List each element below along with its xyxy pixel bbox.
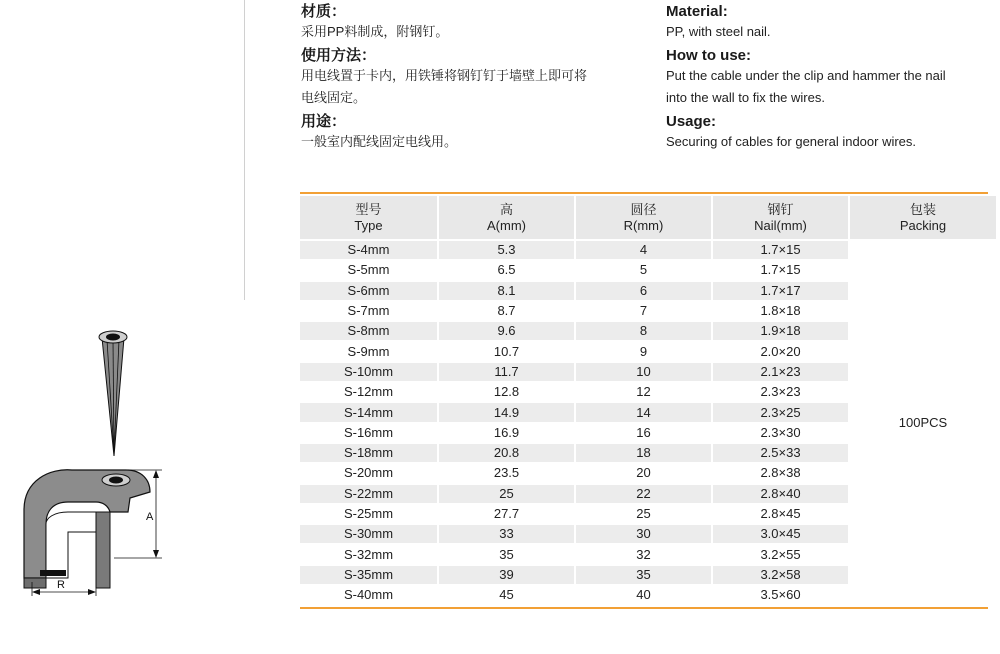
cell-nail: 3.5×60 <box>713 586 848 604</box>
cell-height: 20.8 <box>439 444 574 462</box>
cell-radius: 25 <box>576 505 711 523</box>
en-material-text: PP, with steel nail. <box>666 24 771 39</box>
cell-type: S-35mm <box>300 566 437 584</box>
cell-height: 6.5 <box>439 261 574 279</box>
cell-nail: 3.2×55 <box>713 545 848 563</box>
cell-height: 10.7 <box>439 342 574 360</box>
cell-type: S-14mm <box>300 403 437 421</box>
cn-usage-heading: 用途： <box>301 113 347 130</box>
cell-type: S-9mm <box>300 342 437 360</box>
cell-radius: 40 <box>576 586 711 604</box>
cell-type: S-8mm <box>300 322 437 340</box>
cell-radius: 8 <box>576 322 711 340</box>
cn-howto-text-1: 用电线置于卡内，用铁锤将钢钉钉于墙壁上即可将 <box>301 68 588 83</box>
cell-radius: 4 <box>576 241 711 259</box>
cell-height: 12.8 <box>439 383 574 401</box>
header-packing: 包装 Packing <box>850 196 996 239</box>
cell-nail: 2.5×33 <box>713 444 848 462</box>
cell-radius: 5 <box>576 261 711 279</box>
cell-height: 8.7 <box>439 302 574 320</box>
en-howto-text-2: into the wall to fix the wires. <box>666 90 825 105</box>
cn-usage-text: 一般室内配线固定电线用。 <box>301 134 458 149</box>
cell-height: 45 <box>439 586 574 604</box>
header-radius: 圆径 R(mm) <box>576 196 711 239</box>
cell-nail: 3.0×45 <box>713 525 848 543</box>
table-header-row <box>300 196 996 239</box>
steel-nail-icon <box>99 331 127 456</box>
cell-nail: 2.8×45 <box>713 505 848 523</box>
cell-nail: 1.7×15 <box>713 261 848 279</box>
cable-clip-icon <box>24 470 150 588</box>
cell-nail: 2.1×23 <box>713 363 848 381</box>
cell-radius: 32 <box>576 545 711 563</box>
cell-radius: 22 <box>576 485 711 503</box>
cell-type: S-32mm <box>300 545 437 563</box>
cell-radius: 6 <box>576 282 711 300</box>
header-type: 型号 Type <box>300 196 437 239</box>
cell-type: S-6mm <box>300 282 437 300</box>
cell-radius: 9 <box>576 342 711 360</box>
cn-material-text: 采用PP料制成，附钢钉。 <box>301 24 449 39</box>
cell-height: 5.3 <box>439 241 574 259</box>
spec-table-wrapper <box>300 192 988 609</box>
cell-type: S-30mm <box>300 525 437 543</box>
cell-nail: 2.8×38 <box>713 464 848 482</box>
cell-radius: 10 <box>576 363 711 381</box>
cell-radius: 12 <box>576 383 711 401</box>
cell-type: S-5mm <box>300 261 437 279</box>
en-usage-heading: Usage: <box>666 113 717 130</box>
cell-packing: 100PCS <box>850 241 996 604</box>
en-howto-text-1: Put the cable under the clip and hammer the nail <box>666 68 946 83</box>
label-a: A <box>146 511 154 523</box>
cn-material-heading: 材质： <box>301 3 347 20</box>
spec-table <box>298 194 998 606</box>
cell-height: 11.7 <box>439 363 574 381</box>
cell-type: S-18mm <box>300 444 437 462</box>
cell-nail: 2.0×20 <box>713 342 848 360</box>
cell-radius: 18 <box>576 444 711 462</box>
cell-height: 33 <box>439 525 574 543</box>
cell-nail: 1.8×18 <box>713 302 848 320</box>
cell-nail: 1.7×15 <box>713 241 848 259</box>
cell-radius: 35 <box>576 566 711 584</box>
en-material-heading: Material: <box>666 3 728 20</box>
cell-height: 23.5 <box>439 464 574 482</box>
cell-nail: 2.8×40 <box>713 485 848 503</box>
cell-height: 8.1 <box>439 282 574 300</box>
cell-nail: 2.3×23 <box>713 383 848 401</box>
cell-nail: 3.2×58 <box>713 566 848 584</box>
cell-height: 27.7 <box>439 505 574 523</box>
cable-clip-drawing <box>10 320 185 610</box>
label-r: R <box>57 579 65 591</box>
cell-type: S-40mm <box>300 586 437 604</box>
cell-height: 16.9 <box>439 424 574 442</box>
cell-radius: 16 <box>576 424 711 442</box>
cell-height: 25 <box>439 485 574 503</box>
cell-type: S-16mm <box>300 424 437 442</box>
cell-nail: 2.3×30 <box>713 424 848 442</box>
en-howto-heading: How to use: <box>666 47 751 64</box>
cell-type: S-4mm <box>300 241 437 259</box>
cell-type: S-25mm <box>300 505 437 523</box>
cell-height: 35 <box>439 545 574 563</box>
cell-height: 39 <box>439 566 574 584</box>
cell-type: S-22mm <box>300 485 437 503</box>
table-bottom-rule <box>300 607 988 609</box>
table-row <box>300 241 996 259</box>
cell-nail: 2.3×25 <box>713 403 848 421</box>
header-nail: 钢钉 Nail(mm) <box>713 196 848 239</box>
cell-type: S-10mm <box>300 363 437 381</box>
cell-radius: 20 <box>576 464 711 482</box>
cell-type: S-12mm <box>300 383 437 401</box>
cell-nail: 1.7×17 <box>713 282 848 300</box>
chinese-description <box>301 3 641 153</box>
cn-howto-text-2: 电线固定。 <box>301 90 367 105</box>
cell-height: 9.6 <box>439 322 574 340</box>
en-usage-text: Securing of cables for general indoor wires. <box>666 134 917 149</box>
cell-type: S-20mm <box>300 464 437 482</box>
cell-radius: 7 <box>576 302 711 320</box>
cell-type: S-7mm <box>300 302 437 320</box>
cell-radius: 30 <box>576 525 711 543</box>
cn-howto-heading: 使用方法： <box>301 47 377 64</box>
page-edge-line <box>244 0 245 300</box>
cell-height: 14.9 <box>439 403 574 421</box>
cell-nail: 1.9×18 <box>713 322 848 340</box>
cell-radius: 14 <box>576 403 711 421</box>
header-height: 高 A(mm) <box>439 196 574 239</box>
english-description <box>666 3 988 153</box>
